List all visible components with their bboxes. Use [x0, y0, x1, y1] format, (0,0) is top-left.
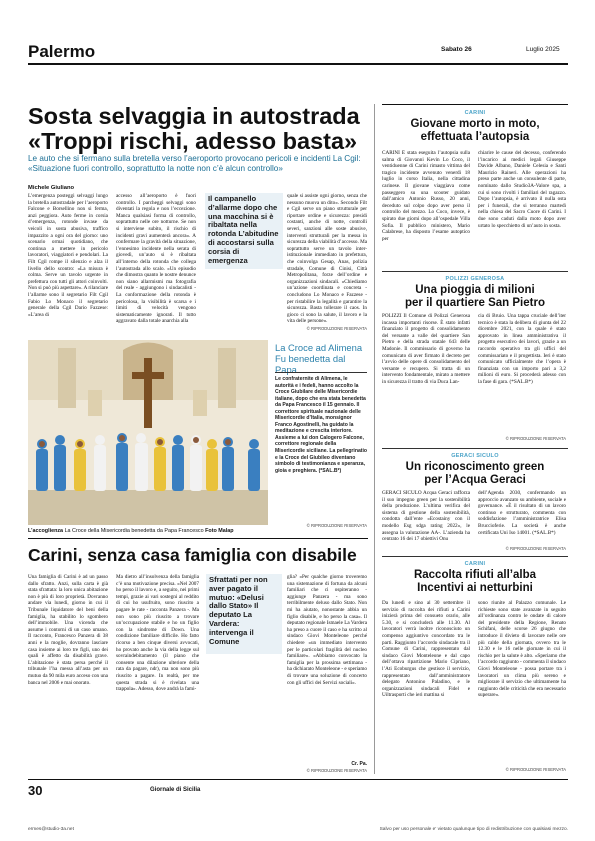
- geraci-col-1: GERACI SICULO Acqua Geraci rafforza il suo impegno green per la sostenibilità della produzione. L’ultima verifica del sistema di gestione della sostenibilità, condotta dall’ente «Ecostainy con il modello Esg sdga rating 2022», le assegna la valutazione AA-. L’azienda ha centrato 16 dei 17 obiettivi Onu: [382, 490, 470, 543]
- rifiuti-headline: Raccolta rifiuti all’alba Incentivi ai netturbini: [413, 569, 537, 594]
- giovane-col-1: CARINI È stata eseguita l’autopsia sulla salma di Giovanni Kevin Lo Coco, il ventiduenne di Carini rimasto vittima del tragico incidente avvenuto venerdì 18 luglio in corso Italia, nella cittadina carinese. Il giovane viaggiava come passeggero su una scooter guidato dall’amico Antonio Russo, 20 anni, deceduto sul colpo dopo aver perso il controllo del mezzo. Lo Coco, invece, è spirato due giorni dopo all’ospedale Villa Sofia. Il pubblico ministero, Mario Calabrese, ha disposto l’esame autoptico per: [382, 150, 470, 242]
- carini-callout: Sfrattati per non aver pagato il mutuo: «Delusi dallo Stato» Il deputato La Vardera: intervenga il Comune: [209, 575, 268, 646]
- carini-callout-box: [206, 574, 282, 654]
- page-number: 30: [28, 783, 43, 798]
- main-col-2: accesso all’aeroporto è fuori controllo. I parcheggi selvaggi sono diventati la regola e non l’eccezione. Manca qualsiasi forma di controllo, soprattutto nelle ore notturne. Se non si interviene subito, il rischio di incidenti gravi aumenterà ancora». A confermare la gravità della situazione, l’ennesimo incidente nella serata di giovedì, un’auto si è ribaltata all’interno della rotonda che collega l’autostrada allo scalo. «Un episodio che dimostra quanto le nostre denunce non siano allarmismi ma fotografia del reale - aggiungono i sindacalisti - La conformazione della rotonda è pericolosa, la visibilità è scarsa e i limiti di velocità vengono sistematicamente ignorati. Il tutto aggravato dalla totale anarchia alla: [116, 193, 196, 325]
- main-col-1: L’emergenza posteggi selvaggi lungo la bretella autostradale per l’aeroporto Falcone e Borsellino non si ferma, anzi peggiora. Auto ferme in corsia d’emergenza, rotonde invase da veicoli in sosta abusiva, traffico impazzito a ogni ora del giorno: uno scenario ormai quotidiano, che continua a mettere in pericolo lavoratori, viaggiatori e pendolari. La Filt Cgil rompe il silenzio e alza il livello dello scontro: «La misura è colma. Serve un tavolo urgente in prefettura con tutti gli attori coinvolti. Non si può più aspettare». A rilanciare l’allarme sono il segretario Filt Cgil Fabio Lo Monaco il segretario generale della Cgil Dario Fazzese: «L’area di: [28, 193, 108, 318]
- main-callout-box: [205, 193, 283, 269]
- pioggia-rights: © RIPRODUZIONE RISERVATA: [505, 436, 566, 441]
- issue-month: Luglio 2025: [526, 46, 560, 53]
- rifiuti-col-2: sono riunite al Palazzo comunale. Le richieste sono state avanzate in seguito all’ordinanza contro le ondate di calore del presidente della Regione, Renato Schifani, delle scorse 26 giugno che introduce il divieto di lavorare nelle ore più calde della giornata, ovvero tra le 12.30 e le 16 nelle giornate in cui il rischio per la salute è alto. «Speriamo che l’accordo raggiunto - commenta il sindaco Giovi Monteleone - possa portare tra i lavoratori un clima più sereno e migliorare il servizio che ultimamente ha raggiunto delle criticità che era necessario superare».: [478, 600, 566, 699]
- carini-signature: Cr. Pa.: [351, 761, 367, 767]
- giovane-col-2: chiarire le cause del decesso, conferendo l’incarico ai medici legali Giuseppe Davide Albano, Daniele Celesia e Santi Maurizio Raineri. Alle operazioni ha preso parte anche un consulente di parte, nominato dallo Studio3A-Valore spa, a cui si sono rivolti i familiari del ragazzo. Dopo l’autopsia, è arrivato il nulla osta per i funerali, che si terranno martedì nella chiesa del Sacro Cuore di Carini. I due sono caduti dalla moto dopo aver urtato lo specchietto di un’auto in sosta.: [478, 150, 566, 229]
- rifiuti-rights: © RIPRODUZIONE RISERVATA: [505, 767, 566, 772]
- main-headline: Sosta selvaggia in autostrada «Troppi rischi, adesso basta»: [28, 103, 360, 155]
- geraci-col-2: dell’Agenda 2030, confermando un approccio avanzato su ambiente, sociale e governance. «È il risultato di un lavoro continuo e strutturato, commenta con soddisfazione l’amministratrice Elisa Bruccioferie. La società è anche certificata Uni Iso 14001. (*SAL.B*): [478, 490, 566, 536]
- column-divider: [374, 104, 375, 774]
- pioggia-col-2: cia di Bruio. Una tappa cruciale dell’iter tecnico è stata la delibera di giunta del 22 dicembre 2021, con la quale è stato approvato in linea amministrativa il progetto esecutivo dei lavori, grazie a un raccordo operativo tra gli uffici del commissariato e il progettista. Ieri è stato comunicato ufficialmente che l’opera è finanziata con un importo pari a 3,2 milioni di euro. Si procederà adesso con la fase di gara. (*SAL.B*): [478, 313, 566, 385]
- carini-col-2: Ma dietro all’insolvenza della famiglia c’è una motivazione precisa. «Nel 2007 ho perso il lavoro e, a seguito, nei primi tempi, grazie ai vari sostegni al reddito di cui ho usufruito, sono riuscito a pagare le rate - racconta Panzera -. Ma non sono più riuscito a trovare un’occupazione stabile e ho un figlio con la sindrome di Down. Una condizione familiare difficile. Ho fatto ricorso a ben cinque diversi avvocati, ho provato anche la via della legge sul sovraindebitamento (il piano che consente una dilazione ulteriore della rata da pagare, ndr), ma non sono più riuscito a pagare. In realtà, per me questa strada si è rivelata una trappola». Adesso, dove andrà la fami-: [116, 574, 199, 693]
- croce-caption: L’accoglienza La Croce della Misericordia benedetta da Papa Francesco Foto Malap: [28, 528, 234, 534]
- pioggia-kicker: POLIZZI GENEROSA: [445, 276, 505, 282]
- geraci-kicker: GERACI SICULO: [451, 453, 499, 459]
- main-subtitle: Le auto che si fermano sulla bretella verso l’aeroporto provocano pericoli e incidenti La Cgil: «Situazione fuori controllo, soprattutto la notte non c’è alcun controllo»: [28, 154, 361, 173]
- croce-body: Le confraternite di Alimena, le autorità e i fedeli, hanno accolto la Croce Giubilare delle Misericordie italiane, dopo che era stata benedetta da Papa Francesco il 15 gennaio. Il correttore spirituale nazionale delle Misericordie d’Italia, monsignor Franco Agostinelli, ha guidato la meditazione e crescita interiore. Assieme a lui don Calogero Falcone, correttore regionale della Misericordie siciliane. La pellegrinatio e la Croce del Giubileo diventano simbolo di testimonianza e speranza, gioia e preghiera. (*SAL.B*): [275, 376, 367, 474]
- pioggia-col-1: POLIZZI Il Comune di Polizzi Generosa incassa importanti risorse. È stato infatti finanziato il progetto di consolidamento del versante a valle del quartiere San Pietro e della strada statale 643 delle Madonie. Il commissario di governo ha comunicato di aver firmato il decreto per l’avvio delle opere di consolidamento del versante e recupero. Si tratta di un intervento fondamentale, mirato a mettere in sicurezza il tratto di via Duca Lan-: [382, 313, 470, 385]
- giovane-kicker: CARINI: [464, 110, 486, 116]
- footer-disclaimer: Salvo per uso personale e' vietato qualunque tipo di redistribuzione con qualsiasi mezzo.: [379, 827, 568, 832]
- croce-headline: La Croce ad Alimena Fu benedetta dal Papa: [275, 342, 363, 375]
- geraci-rights: © RIPRODUZIONE RISERVATA: [505, 546, 566, 551]
- carini-rule: [28, 538, 368, 539]
- giovane-top-rule: [382, 104, 568, 105]
- newspaper-name: Giornale di Sicilia: [150, 787, 201, 793]
- pioggia-rule: [382, 271, 568, 272]
- giovane-headline: Giovane morto in moto, effettuata l’autopsia: [410, 118, 540, 143]
- carini-rights: © RIPRODUZIONE RISERVATA: [306, 768, 367, 773]
- main-col-4: quale si assiste ogni giorno, senza che nessuno muova un dito». Secondo Filt e Cgil serve un piano strutturale per riportare ordine e sicurezza: presidi costanti, anche di notte, controlli severi, sanzioni alle soste abusive, interventi strutturali per la messa in sicurezza della viabilità d’accesso. Ma soprattutto serve un tavolo inter-istituzionale immediato in prefettura, che coinvolga Gesap, Anas, polizia stradale, Comune di Cinisi, Città Metropolitana, forze dell’ordine e organizzazioni sindacali. «Chiediamo un’azione coordinata e concreta - concludono Lo Monaco e Fazzese - per ristabilire la legalità e garantire la sicurezza. Basta tollerare il caos. In gioco ci sono la salute, il lavoro e la vita delle persone».: [287, 193, 367, 325]
- geraci-headline: Un riconoscimento green per l’Acqua Geraci: [405, 461, 545, 486]
- church-procession-illustration: [28, 340, 268, 525]
- geraci-rule: [382, 448, 568, 449]
- footer-rule: [28, 779, 568, 780]
- issue-day: Sabato 26: [441, 46, 472, 53]
- main-callout: Il campanello d’allarme dopo che una macchina si è ribaltata nella rotonda L’abitudine di accostarsi sulla corsia di emergenza: [208, 194, 279, 265]
- header-rule: [28, 63, 568, 65]
- carini-headline: Carini, senza casa famiglia con disabile: [28, 545, 357, 565]
- footer-email: ermes@studio-3a.net: [28, 827, 74, 832]
- section-title: Palermo: [28, 42, 96, 61]
- rifiuti-kicker: CARINI: [464, 561, 486, 567]
- carini-col-1: Una famiglia di Carini è ad un passo dallo sfratto. Anzi, sulla carta è già stata sfrattata: la loro unica abitazione non è più di loro proprietà. Dovranno andare via lunedì, giorno in cui il Tribunale liquidatore del beni della famiglia, ha stabilito lo sgombero dell’immobile. Una vicenda che assume i contorni di un caso umano. Il racconto, Francesco Panzera di 38 anni e la moglie, dovranno lasciare casa insieme ai loro tre figli, uno dei quali è affetto da disabilità grave. L’abitazione è stata persa perché il tribunale l’ha messa all’asta per un mutuo da 90 mila euro acceso con una banca nel 2006 e mai onorato.: [28, 574, 108, 686]
- rifiuti-col-1: Da lunedì e sino al 30 settembre il servizio di raccolta dei rifiuti a Carini inizierà prima del consueto orario, alle 5.30, e si concluderà alle 11.30. Al lavoratori verrà inoltre riconosciuto un compenso aggiuntivo concordato tra le parti. Raggiunto l’accordo sindacale tra il Comune di Carini, rappresentato dal sindaco Giovi Monteleone e dal capo dell’ottava ripartizione Mario Cipriano, l’Ati Ecoburgus che gestisce il servizio, rappresentato dall’amministratore delegato Antonino Paladino, e le organizzazioni sindacali Fidel e Uiltrasporti che ieri mattina si: [382, 600, 470, 699]
- carini-col-4: glia? «Per qualche giorno troveremo una sistemazione di fortuna da alcuni familiari che ci ospiteranno - aggiunge Panzera - ma sono terribilmente deluso dallo Stato. Non mi ha aiutato, nonostante abbia un figlio disabile, e ho perso la casa». Il deputato regionale Ismaele La Vardera ha preso a cuore il caso e ha scritto al sindaco Giovi Monteleone perché chiedere «un immediato intervento per le particolari fragilità del nucleo familiare». «Abbiamo convocato la famiglia per la prossima settimana - ha dichiarato Monteleone - e speriamo di trovare una soluzione di concerto con gli uffici dei Servizi sociali».: [287, 574, 367, 686]
- croce-rule: [275, 372, 367, 373]
- croce-rights: © RIPRODUZIONE RISERVATA: [306, 523, 367, 528]
- byline: Michele Giuliano: [28, 185, 75, 191]
- croce-photo: [28, 340, 268, 525]
- main-rights: © RIPRODUZIONE RISERVATA: [306, 326, 367, 331]
- rifiuti-rule: [382, 556, 568, 557]
- pioggia-headline: Una pioggia di milioni per il quartiere San Pietro: [405, 284, 545, 309]
